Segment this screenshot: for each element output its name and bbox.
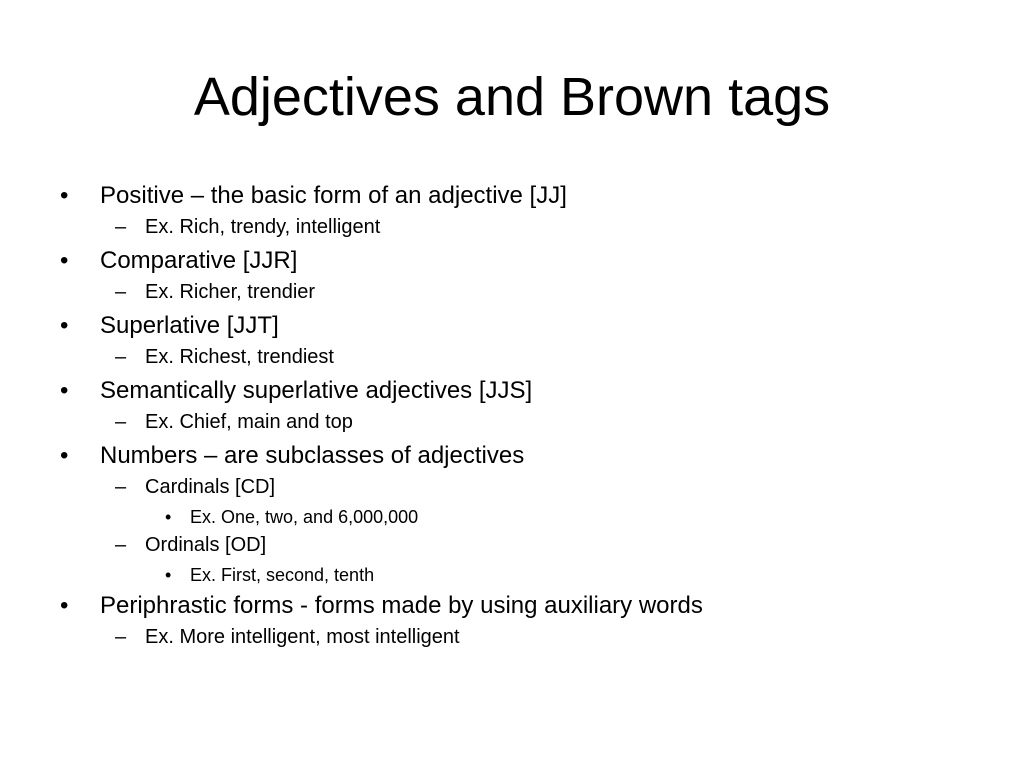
bullet-marker: • xyxy=(60,182,69,209)
sub-item-text: Ex. Rich, trendy, intelligent xyxy=(145,216,381,238)
sub-item-text: Ordinals [OD] xyxy=(145,534,267,556)
dash-marker: – xyxy=(115,346,127,368)
bullet-marker: • xyxy=(60,377,69,404)
dash-marker: – xyxy=(115,476,127,498)
dash-marker: – xyxy=(115,626,127,648)
bullet-marker: • xyxy=(165,507,172,527)
sub-item-text: Ex. Richest, trendiest xyxy=(145,346,334,368)
dash-marker: – xyxy=(115,534,127,556)
sub-item-text: Ex. More intelligent, most intelligent xyxy=(145,626,460,648)
slide-title: Adjectives and Brown tags xyxy=(193,67,831,127)
bullet-text: Semantically superlative adjectives [JJS] xyxy=(100,377,533,404)
sub-sub-item-text: Ex. First, second, tenth xyxy=(190,565,375,585)
sub-sub-item-text: Ex. One, two, and 6,000,000 xyxy=(190,507,419,527)
bullet-marker: • xyxy=(60,592,69,619)
bullet-text: Superlative [JJT] xyxy=(100,312,279,339)
bullet-text: Periphrastic forms - forms made by using auxiliary words xyxy=(100,592,703,619)
sub-item-text: Ex. Chief, main and top xyxy=(145,411,353,433)
bullet-text: Numbers – are subclasses of adjectives xyxy=(100,442,525,469)
bullet-text: Positive – the basic form of an adjective [JJ] xyxy=(100,182,567,209)
dash-marker: – xyxy=(115,411,127,433)
bullet-marker: • xyxy=(60,312,69,339)
bullet-marker: • xyxy=(60,247,69,274)
sub-item-text: Cardinals [CD] xyxy=(145,476,276,498)
sub-item-text: Ex. Richer, trendier xyxy=(145,281,316,303)
dash-marker: – xyxy=(115,216,127,238)
dash-marker: – xyxy=(115,281,127,303)
bullet-text: Comparative [JJR] xyxy=(100,247,298,274)
bullet-marker: • xyxy=(60,442,69,469)
bullet-marker: • xyxy=(165,565,172,585)
